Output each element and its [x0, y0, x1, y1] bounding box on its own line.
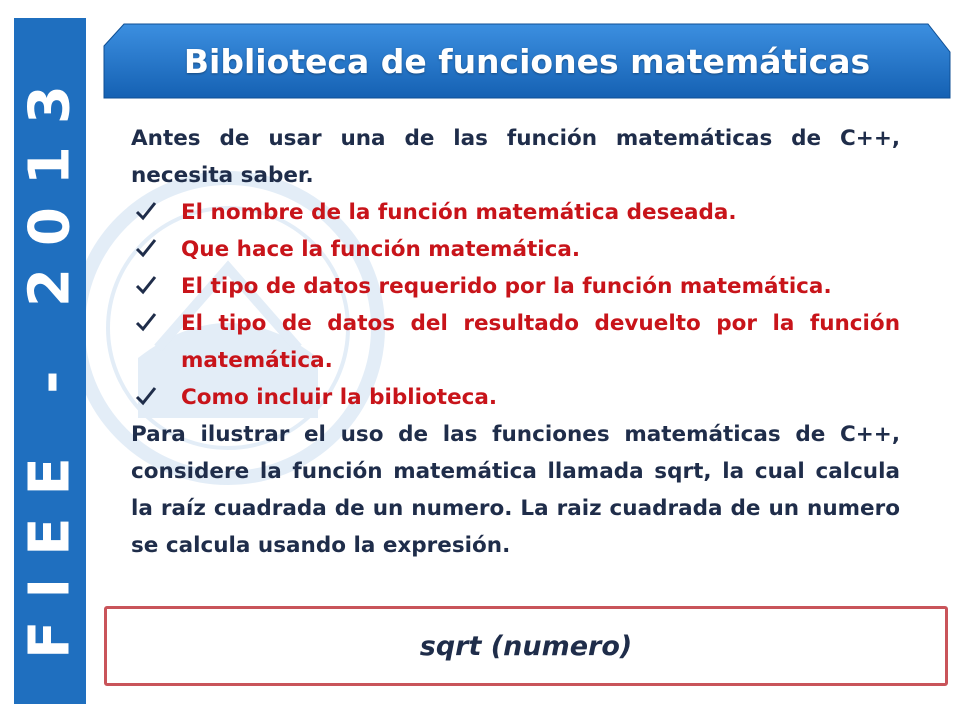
list-item-text: El tipo de datos requerido por la función matemática.: [181, 274, 832, 299]
intro-text: Antes de usar una de las función matemáticas de C++, necesita saber.: [131, 126, 900, 188]
list-item-text: Como incluir la biblioteca.: [181, 385, 498, 410]
check-icon: [135, 385, 157, 407]
check-icon: [135, 200, 157, 222]
check-icon: [135, 274, 157, 296]
list-item: [131, 379, 900, 416]
page-title: Biblioteca de funciones matemáticas: [183, 41, 871, 81]
body-paragraph: Para ilustrar el uso de las funciones matemáticas de C++, considere la función matemática llamada sqrt, la cual calcula la raíz cuadrada de un numero. La raiz cuadrada de un numero se calcula usando la expresión.: [131, 422, 900, 558]
list-item: [131, 305, 900, 379]
check-icon: [135, 311, 157, 333]
title-banner: [102, 22, 952, 100]
list-item-text: El nombre de la función matemática deseada.: [181, 200, 737, 225]
requirements-list: [131, 194, 900, 416]
left-vertical-band: [14, 18, 86, 704]
list-item: [131, 268, 900, 305]
formula-box: [104, 606, 948, 686]
list-item-text: Que hace la función matemática.: [181, 237, 581, 262]
list-item-text: El tipo de datos del resultado devuelto por la función matemática.: [181, 311, 900, 373]
list-item: [131, 231, 900, 268]
list-item: [131, 194, 900, 231]
formula-text: sqrt (numero): [419, 630, 633, 662]
main-content: [131, 120, 900, 564]
check-icon: [135, 237, 157, 259]
vertical-title: FIEE - 2013: [17, 63, 83, 659]
